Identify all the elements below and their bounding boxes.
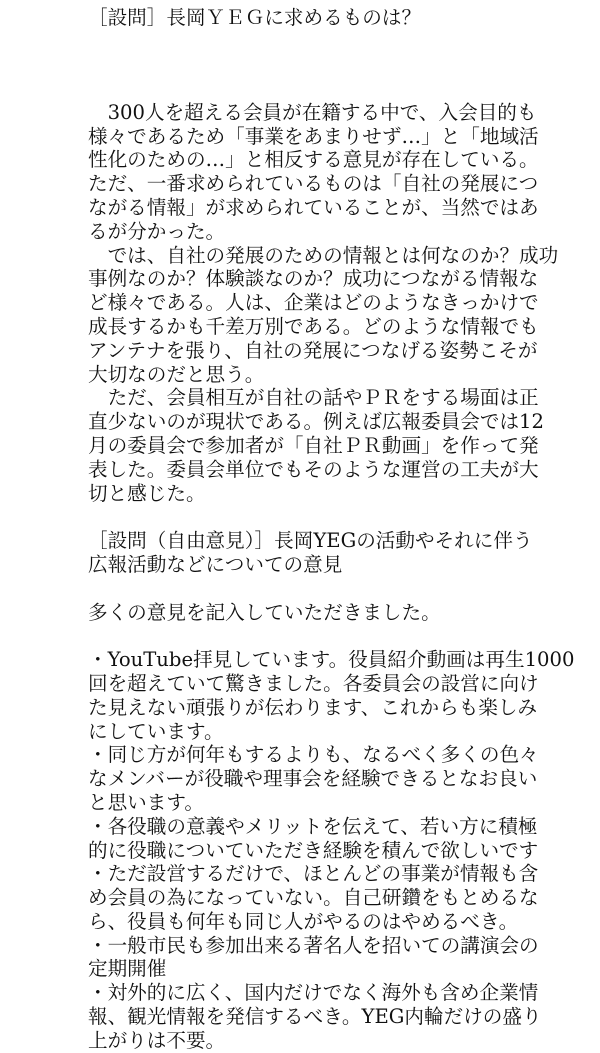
section2-heading (88, 529, 582, 577)
paragraph-line: 性化のための…」と相反する意見が存在している。 (88, 148, 539, 172)
paragraph-line: アンテナを張り、自社の発展につなげる姿勢こそが (88, 338, 538, 362)
paragraph-line: では、自社の発展のための情報とは何なのか？成功 (88, 243, 559, 267)
heading-line: ［設問（自由意見）］長岡YEGの活動やそれに伴う (88, 529, 533, 553)
opinion-line: にしています。 (88, 719, 224, 743)
section1-heading: ［設問］長岡ＹＥＧに求めるものは？ (88, 6, 422, 29)
paragraph-line: 事例なのか？体験談なのか？成功につながる情報な (88, 267, 539, 291)
heading-line: 広報活動などについての意見 (88, 552, 343, 576)
opinion-line: ら、役員も何年も同じ人がやるのはやめるべき。 (88, 909, 519, 933)
opinion-line: め会員の為になっていない。自己研鑽をもとめるな (88, 886, 539, 910)
paragraph-line: ただ、一番求められているものは「自社の発展につ (88, 172, 539, 196)
opinion-list (88, 648, 582, 1053)
opinion-line: ・対外的に広く、国内だけでなく海外も含め企業情 (88, 981, 539, 1005)
section2-intro: 多くの意見を記入していただきました。 (88, 600, 441, 624)
opinion-line: 報、観光情報を発信するべき。YEG内輪だけの盛り (88, 1005, 542, 1029)
opinion-line: 的に役職についていただき経験を積んで欲しいです (88, 838, 539, 862)
section1-paragraph (88, 101, 582, 506)
paragraph-line: ど様々である。人は、企業はどのようなきっかけで (88, 291, 539, 315)
spacer (88, 30, 582, 101)
paragraph-line: 表した。委員会単位でもそのような運営の工夫が大 (88, 457, 539, 481)
spacer (88, 505, 582, 529)
spacer (88, 577, 582, 601)
opinion-line: ・各役職の意義やメリットを伝えて、若い方に積極 (88, 814, 538, 838)
paragraph-line: 大切なのだと思う。 (88, 362, 265, 386)
opinion-line: 上がりは不要。 (88, 1028, 226, 1052)
opinion-line: なメンバーが役職や理事会を経験できるとなお良い (88, 767, 538, 791)
opinion-line: ・同じ方が何年もするよりも、なるべく多くの色々 (88, 743, 539, 767)
opinion-line: と思います。 (88, 790, 204, 814)
paragraph-line: 月の委員会で参加者が「自社ＰＲ動画」を作って発 (88, 433, 539, 457)
paragraph-line: 切と感じた。 (88, 481, 206, 505)
paragraph-line: 成長するかも千差万別である。どのような情報でも (88, 314, 539, 338)
spacer (88, 624, 582, 648)
opinion-line: 定期開催 (88, 957, 167, 981)
paragraph-line: 300人を超える会員が在籍する中で、入会目的も (88, 100, 537, 124)
opinion-line: ・YouTube拝見しています。役員紹介動画は再生1000 (88, 648, 575, 672)
opinion-line: ・一般市民も参加出来る著名人を招いての講演会の (88, 933, 539, 957)
paragraph-line: 様々であるため「事業をあまりせず…」と「地域活 (88, 124, 539, 148)
opinion-line: ・ただ設営するだけで、ほとんどの事業が情報も含 (88, 862, 539, 886)
paragraph-line: るが分かった。 (88, 219, 226, 243)
opinion-line: 回を超えていて驚きました。各委員会の設営に向け (88, 671, 539, 695)
opinion-line: た見えない頑張りが伝わります、これからも楽しみ (88, 695, 538, 719)
paragraph-line: ながる情報」が求められていることが、当然ではあ (88, 195, 539, 219)
paragraph-line: 直少ないのが現状である。例えば広報委員会では12 (88, 410, 544, 434)
paragraph-line: ただ、会員相互が自社の話やＰＲをする場面は正 (88, 386, 539, 410)
